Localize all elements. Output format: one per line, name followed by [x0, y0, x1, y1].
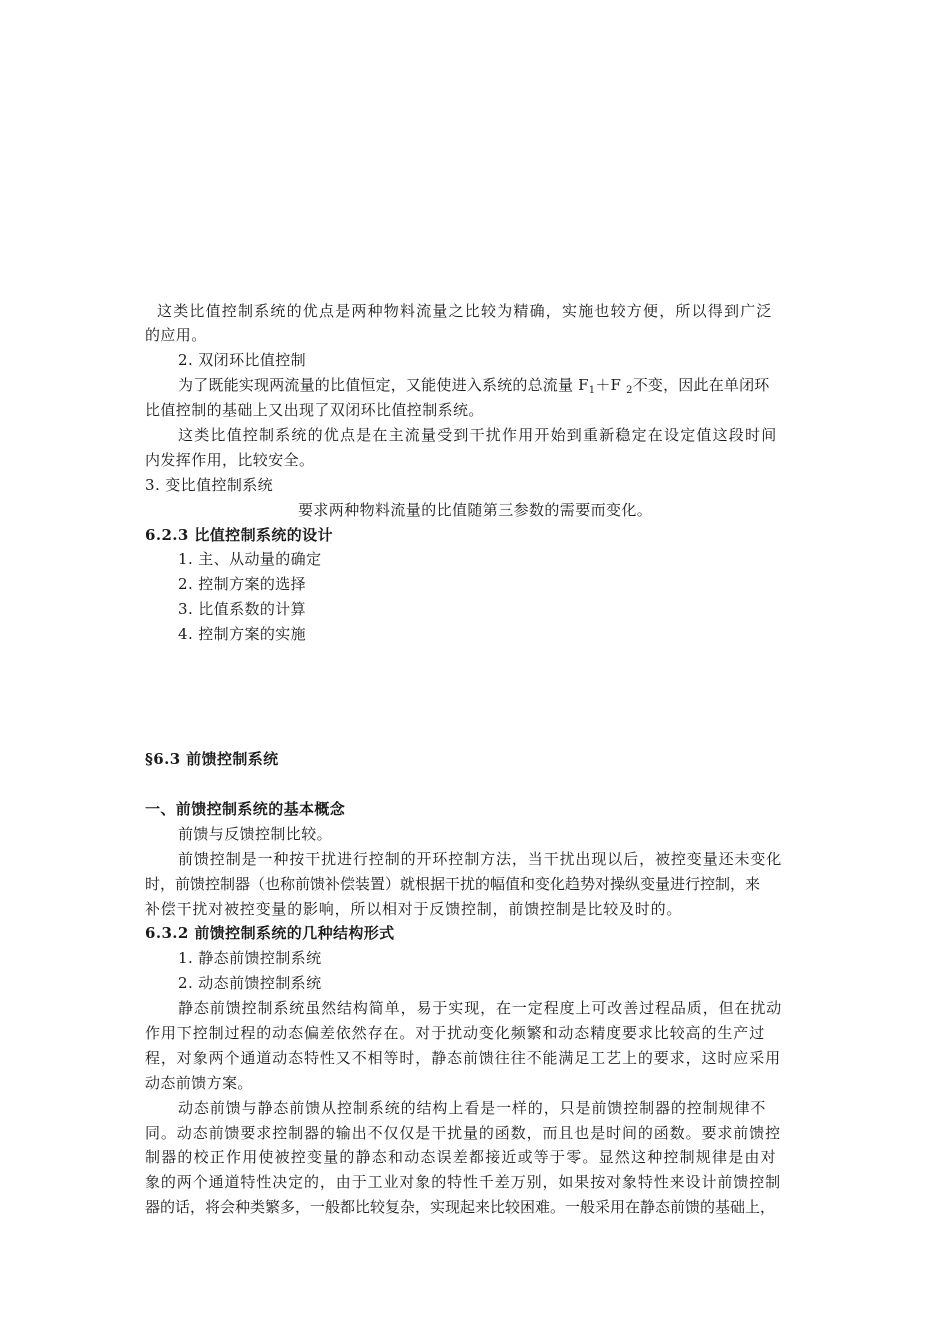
ratio-item-2: 2. 双闭环比值控制 [178, 351, 307, 369]
struct-item-2: 2. 动态前馈控制系统 [178, 974, 322, 992]
ratio-para2-line2: 比值控制的基础上又出现了双闭环比值控制系统。 [145, 401, 484, 419]
compare-line: 前馈与反馈控制比较。 [178, 825, 333, 843]
ratio-para3-line1: 这类比值控制系统的优点是在主流量受到干扰作用开始到重新稳定在设定值这段时间 [178, 426, 778, 444]
ff-para2-line3: 程，对象两个通道动态特性又不相等时，静态前馈往往不能满足工艺上的要求，这时应采用 [145, 1049, 782, 1067]
ratio-item-3-text: 要求两种物料流量的比值随第三参数的需要而变化。 [298, 501, 653, 519]
ff-para3-line5: 器的话，将会种类繁多，一般都比较复杂，实现起来比较困难。一般采用在静态前馈的基础上， [145, 1198, 776, 1216]
ff-para1-line1: 前馈控制是一种按干扰进行控制的开环控制方法，当干扰出现以后，被控变量还未变化 [178, 850, 783, 868]
design-item-3: 3. 比值系数的计算 [178, 600, 307, 618]
concept-heading: 一、前馈控制系统的基本概念 [145, 800, 346, 818]
design-heading: 6.2.3 比值控制系统的设计 [145, 526, 333, 544]
struct-heading: 6.3.2 前馈控制系统的几种结构形式 [145, 924, 395, 942]
ff-para3-line3: 制器的校正作用使被控变量的静态和动态误差都接近或等于零。显然这种控制规律是由对 [145, 1148, 777, 1166]
ff-para3-line4: 象的两个通道特性决定的，由于工业对象的特性千差万别，如果按对象特性来设计前馈控制 [145, 1173, 782, 1191]
ff-para3-line2: 同。动态前馈要求控制器的输出不仅仅是干扰量的函数，而且也是时间的函数。要求前馈控 [145, 1124, 782, 1142]
ff-para3-line1: 动态前馈与静态前馈从控制系统的结构上看是一样的，只是前馈控制器的控制规律不 [178, 1099, 767, 1117]
ratio-para2-line1: 为了既能实现两流量的比值恒定，又能使进入系统的总流量 $F_1+F$ $_2$不变，因此在单闭环 [178, 376, 770, 396]
ff-para2-line4: 动态前馈方案。 [145, 1074, 253, 1092]
design-item-2: 2. 控制方案的选择 [178, 575, 307, 593]
feedforward-title: §6.3 前馈控制系统 [145, 750, 279, 768]
ff-para2-line1: 静态前馈控制系统虽然结构简单，易于实现，在一定程度上可改善过程品质，但在扰动 [178, 999, 783, 1017]
ratio-para3-line2: 内发挥作用，比较安全。 [145, 451, 315, 469]
ff-para1-line3: 补偿干扰对被控变量的影响，所以相对于反馈控制，前馈控制是比较及时的。 [145, 900, 683, 918]
design-item-1: 1. 主、从动量的确定 [178, 550, 322, 568]
design-item-4: 4. 控制方案的实施 [178, 625, 307, 643]
ratio-item-3: 3. 变比值控制系统 [145, 476, 274, 494]
ratio-para1-line2: 的应用。 [145, 326, 207, 344]
ff-para1-line2: 时，前馈控制器（也称前馈补偿装置）就根据干扰的幅值和变化趋势对操纵变量进行控制，来 [145, 875, 761, 893]
ff-para2-line2: 作用下控制过程的动态偏差依然存在。对于扰动变化频繁和动态精度要求比较高的生产过 [145, 1024, 766, 1042]
struct-item-1: 1. 静态前馈控制系统 [178, 949, 322, 967]
ratio-para1-line1: 这类比值控制系统的优点是两种物料流量之比较为精确，实施也较方便，所以得到广泛 [157, 302, 773, 320]
